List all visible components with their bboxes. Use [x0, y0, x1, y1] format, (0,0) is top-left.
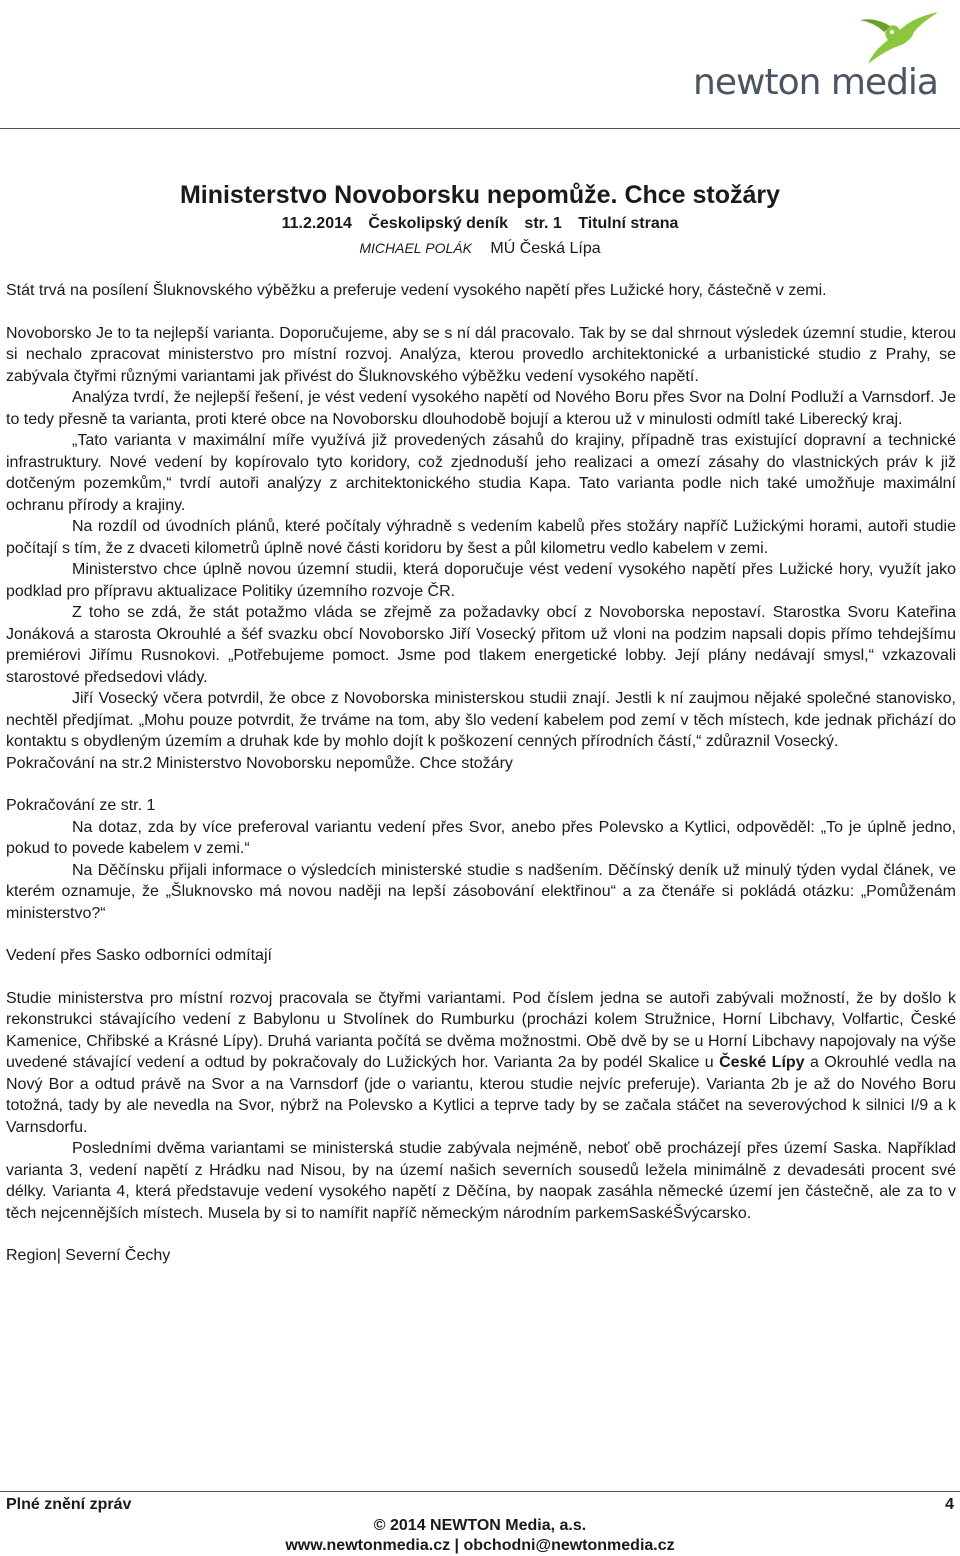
paragraph-8: Na dotaz, zda by více preferoval variantu vedení přes Svor, anebo přes Polevsko a Kytlici, odpověděl: „To je úplně jedno, pokud to povede kabelem v zemi.“ — [6, 818, 956, 857]
footer-divider — [0, 1491, 960, 1492]
paragraph-10-end: a Okrouhlé vedla na Nový Bor a odtud právě na Svor a na Varnsdorf (jde o variantu, kterou studie nejvíc preferuje). Varianta 2b je až do Nového Boru totožná, tady by ale nevedla na Svor, nýbrž na Polevsko a Kytlici a teprve tady by se začala stáčet na severovýchod k silnici I/9 a k Varnsdorfu. — [6, 1054, 957, 1136]
article-title: Ministerstvo Novoborsku nepomůže. Chce stožáry — [179, 181, 781, 209]
author-line — [0, 238, 960, 259]
article-source: Českolipský deník — [368, 215, 508, 232]
article-section: Titulní strana — [578, 215, 679, 232]
header-divider — [0, 128, 960, 129]
footer-copyright: © 2014 NEWTON Media, a.s. — [373, 1517, 587, 1534]
hummingbird-icon — [820, 8, 940, 68]
logo-text: newton media — [693, 62, 938, 103]
paragraph-10-start: Studie ministerstva pro místní rozvoj pracovala se čtyřmi variantami. Pod číslem jedna se autoři zabývali možností, že by došlo k rekonstrukci stávajícího vedení z Babylonu u Stvolínek do Rumburku (procházi kolem Stružnice, Horní Libchavy, Volfartic, České Kamenice, Chřibské a Krásné Lípy). Druhá varianta počítá se dvěma možnostmi. Obě dvě by se u Horní Libchavy napojovaly na výše uvedené stávající vedení a odtud by pokračovaly do Lužických hor. Varianta 2a by podél Skalice u — [6, 989, 956, 1071]
article-header — [0, 180, 960, 259]
article-meta — [0, 214, 960, 234]
paragraph-3: „Tato varianta v maximální míře využívá již provedených zásahů do krajiny, případně tras existující dopravní a technické infrastruktury. Nové vedení by kopírovalo tyto koridory, což zjednoduší jeho realizaci a omezí zásahy do vlastnických práv k již dotčeným pozemkům,“ tvrdí autoři analýzy z architektonického studia Kapa. Tato varianta podle nich také umožňuje maximální ochranu přírody a krajiny. — [6, 432, 956, 514]
article-page: str. 1 — [524, 215, 562, 232]
footer-label: Plné znění zpráv — [6, 1496, 132, 1513]
paragraph-9: Na Děčínsku přijali informace o výsledcích ministerské studie s nadšením. Děčínský deník už minulý týden vydal článek, ve kterém oznamuje, že „Šluknovsko má novou naději na lepší zásobování elektřinou“ a za čtenáře si pokládá otázku: „Pomůženám ministerstvo?“ — [6, 861, 956, 922]
paragraph-2: Analýza tvrdí, že nejlepší řešení, je vést vedení vysokého napětí od Nového Boru přes Svor na Dolní Podluží a Varnsdorf. Je to tedy přesně ta varianta, proti které obce na Novoborsku dlouhodobě bojují a kterou už v minulosti odmítl také Liberecký kraj. — [6, 389, 956, 428]
paragraph-7: Jiří Vosecký včera potvrdil, že obce z Novoborska ministerskou studii znají. Jestli k ní zaujmou nějaké společné stanovisko, nechtěl předjímat. „Mohu pouze potvrdit, že trváme na tom, aby šlo vedení kabelem pod zemí v těch místech, kde jednak přichází do kontaktu s obydleným územím a druhak kde by mohlo dojít k poškození cenných přírodních částí,“ zdůraznil Vosecký. — [6, 690, 956, 750]
paragraph-1: Novoborsko Je to ta nejlepší varianta. Doporučujeme, aby se s ní dál pracovalo. Tak by se dal shrnout výsledek územní studie, kterou si nechalo zpracovat ministerstvo pro místní rozvoj. Analýza, kterou provedlo architektonické a urbanistické studio z Prahy, se zabývala čtyřmi různými variantami jak přivést do Šluknovského výběžku vedení vysokého napětí. — [6, 324, 956, 385]
newton-media-logo — [693, 8, 940, 103]
subheading: Vedení přes Sasko odborníci odmítají — [6, 947, 272, 964]
article-region: MÚ Česká Lípa — [490, 240, 601, 257]
footer-info — [0, 1516, 960, 1556]
continued-to: Pokračování na str.2 Ministerstvo Novoborsku nepomůže. Chce stožáry — [6, 754, 513, 772]
continued-from: Pokračování ze str. 1 — [6, 797, 156, 814]
page-number: 4 — [945, 1496, 954, 1513]
footer-contact[interactable]: www.newtonmedia.cz | obchodni@newtonmedia.cz — [285, 1537, 675, 1554]
paragraph-4: Na rozdíl od úvodních plánů, které počítaly výhradně s vedením kabelů přes stožáry napříč Lužickými horami, autoři studie počítají s tím, že z dvaceti kilometrů úplně nové části koridoru by šest a půl kilometru vedlo kabelem v zemi. — [6, 518, 956, 557]
article-lead: Stát trvá na posílení Šluknovského výběžku a preferuje vedení vysokého napětí přes Lužické hory, částečně v zemi. — [6, 282, 827, 299]
paragraph-5: Ministerstvo chce úplně novou územní studii, která doporučuje vést vedení vysokého napětí přes Lužické hory, využít jako podklad pro přípravu aktualizace Politiky územního rozvoje ČR. — [6, 561, 956, 600]
article-body — [6, 280, 956, 1267]
region-line: Region| Severní Čechy — [6, 1247, 171, 1264]
paragraph-11: Posledními dvěma variantami se ministerská studie zabývala nejméně, neboť obě procházejí přes území Saska. Například varianta 3, vedení napětí z Hrádku nad Nisou, by na území našich severních sousedů ležela minimálně z devadesáti procent své délky. Varianta 4, která představuje vedení vysokého napětí z Děčína, by naopak zasáhla německé území jen částečně, ale za to v těch nejcennějších místech. Musela by si to namířit napříč německým národním parkemSaskéŠvýcarsko. — [6, 1140, 956, 1222]
paragraph-10 — [6, 988, 956, 1139]
article-date: 11.2.2014 — [281, 215, 352, 232]
paragraph-6: Z toho se zdá, že stát potažmo vláda se zřejmě za požadavky obcí z Novoborska nepostaví. Starostka Svoru Kateřina Jonáková a starosta Okrouhlé a šéf svazku obcí Novoborsko Jiří Vosecký přitom už vloni na podzim napsali dopis přímo tehdejšímu premiérovi Jiřímu Rusnokovi. „Potřebujeme pomoct. Jsme pod tlakem energetické lobby. Její plány nedávají smysl,“ vzkazovali starostové předsedovi vlády. — [6, 604, 956, 686]
bold-place-name: České Lípy — [719, 1054, 805, 1071]
article-author: MICHAEL POLÁK — [359, 240, 472, 256]
